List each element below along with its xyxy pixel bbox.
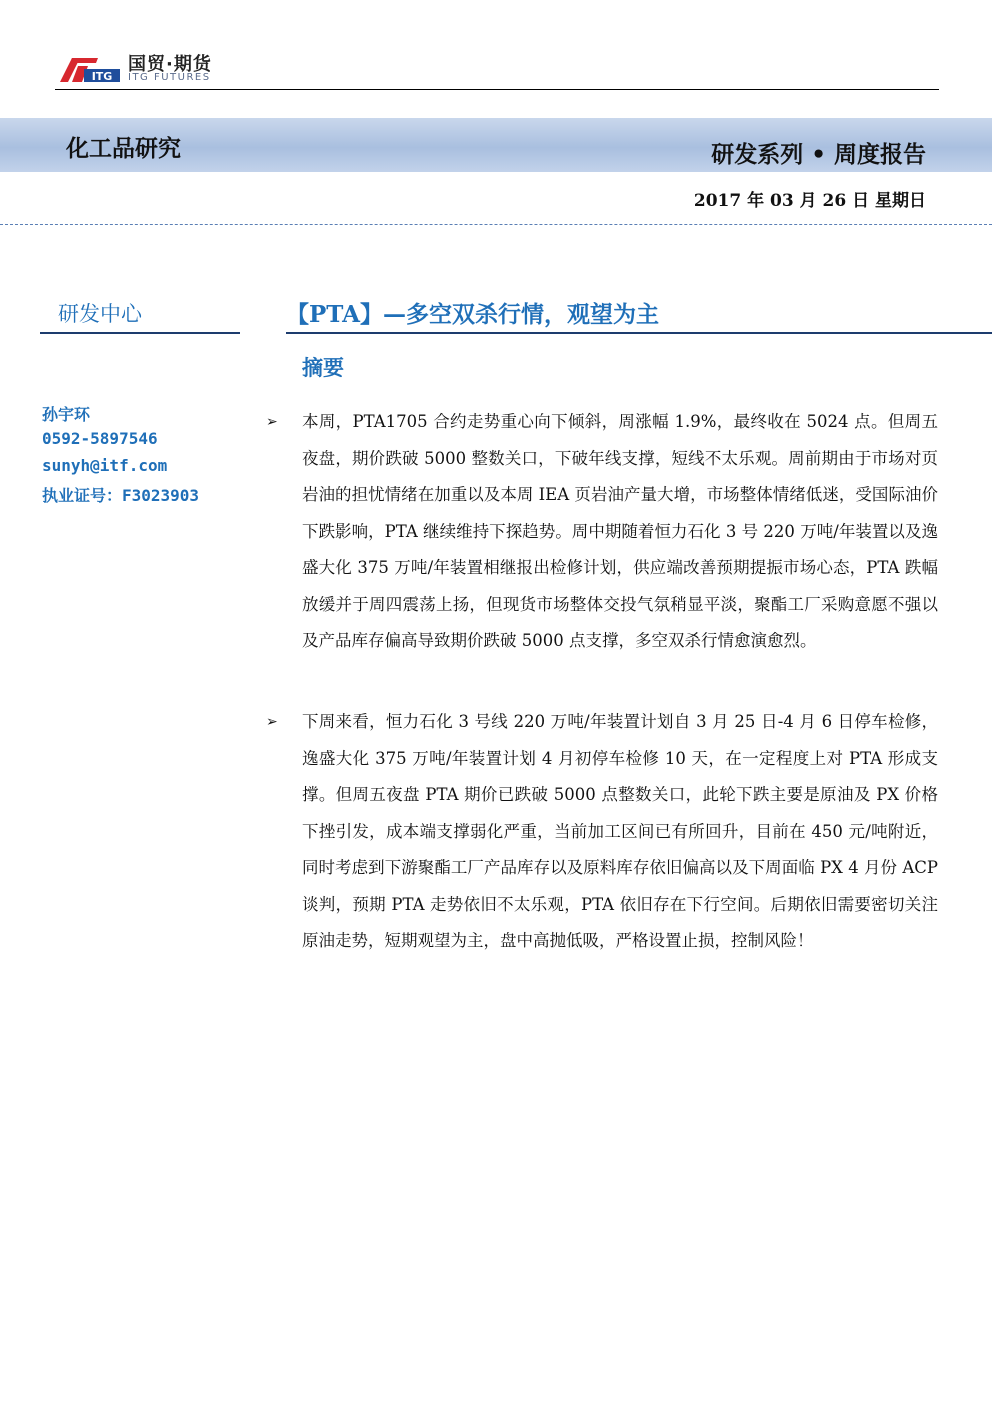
report-date: 2017 年 03 月 26 日 星期日: [693, 191, 926, 211]
logo-chinese-name: 国贸·期货: [128, 54, 212, 75]
analyst-email[interactable]: sunyh@itf.com: [42, 456, 168, 475]
report-title: 【PTA】—多空双杀行情，观望为主: [286, 301, 659, 328]
logo-english-name: ITG FUTURES: [128, 72, 211, 83]
header-rule: [55, 89, 939, 90]
abstract-heading: 摘要: [302, 356, 344, 380]
title-rule: [286, 332, 992, 334]
sidebar-title: 研发中心: [58, 302, 142, 326]
itg-logo-icon: [58, 52, 122, 84]
company-logo: [58, 48, 238, 88]
bullet-arrow-icon: ➢: [266, 414, 278, 430]
dashed-divider: [0, 224, 992, 225]
bullet-arrow-icon: ➢: [266, 714, 278, 730]
summary-paragraph: 本周，PTA1705 合约走势重心向下倾斜，周涨幅 1.9%，最终收在 5024 点。但周五夜盘，期价跌破 5000 整数关口，下破年线支撑，短线不太乐观。周前期由于市场对页岩油的担忧情绪在加重以及本周 IEA 页岩油产量大增，市场整体情绪低迷，受国际油价下跌影响，PTA 继续维持下探趋势。周中期随着恒力石化 3 号 220 万吨/年装置以及逸盛大化 375 万吨/年装置相继报出检修计划，供应端改善预期提振市场心态，PTA 跌幅放缓并于周四震荡上扬，但现货市场整体交投气氛稍显平淡，聚酯工厂采购意愿不强以及产品库存偏高导致期价跌破 5000 点支撑，多空双杀行情愈演愈烈。: [302, 412, 938, 650]
analyst-license: 执业证号：F3023903: [42, 486, 200, 505]
outlook-paragraph: 下周来看，恒力石化 3 号线 220 万吨/年装置计划自 3 月 25 日-4 月 6 日停车检修，逸盛大化 375 万吨/年装置计划 4 月初停车检修 10 天，在一定程度上对 PTA 形成支撑。但周五夜盘 PTA 期价已跌破 5000 点整数关口，此轮下跌主要是原油及 PX 价格下挫引发，成本端支撑弱化严重，当前加工区间已有所回升，目前在 450 元/吨附近，同时考虑到下游聚酯工厂产品库存以及原料库存依旧偏高以及下周面临 PX 4 月份 ACP 谈判，预期 PTA 走势依旧不太乐观，PTA 依旧存在下行空间。后期依旧需要密切关注原油走势，短期观望为主，盘中高抛低吸，严格设置止损，控制风险！: [302, 712, 938, 950]
section-title: 化工品研究: [66, 136, 181, 162]
analyst-phone: 0592-5897546: [42, 429, 158, 448]
analyst-name: 孙宇环: [42, 405, 91, 424]
sidebar-rule: [40, 332, 240, 334]
logo-mark-text: ITG: [91, 70, 113, 83]
report-series: 研发系列 • 周度报告: [711, 142, 926, 168]
